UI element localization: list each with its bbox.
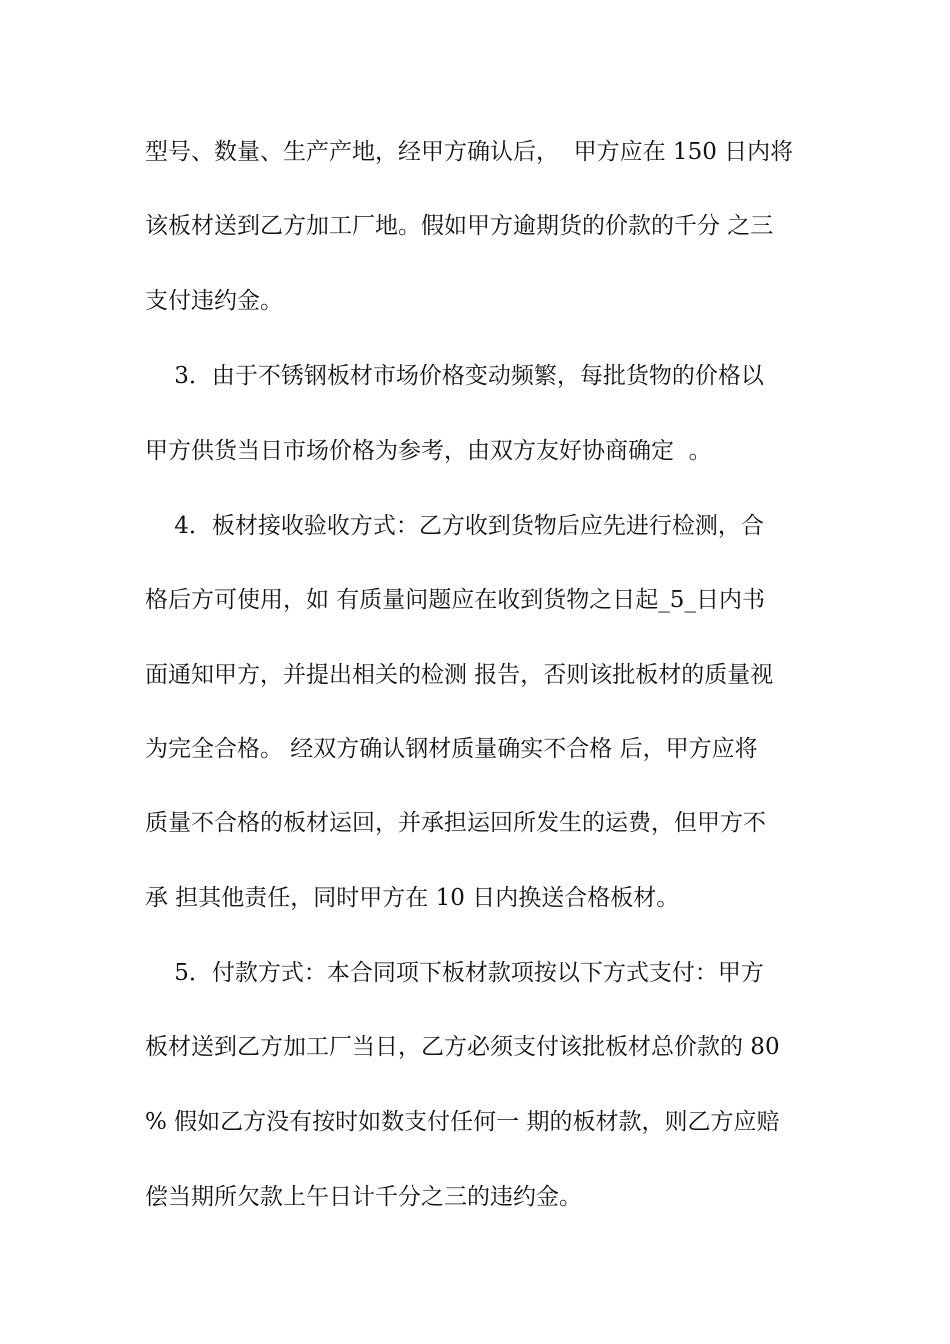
text-line: % 假如乙方没有按时如数支付任何一 期的板材款，则乙方应赔 (145, 1109, 780, 1135)
text-line: 板材送到乙方加工厂当日，乙方必须支付该批板材总价款的 80 (145, 1034, 780, 1060)
text-line: 5．付款方式：本合同项下板材款项按以下方式支付：甲方 (145, 960, 764, 986)
text-line: 型号、数量、生产产地，经甲方确认后， 甲方应在 150 日内将 (145, 139, 794, 165)
text-line: 承 担其他责任，同时甲方在 10 日内换送合格板材。 (145, 885, 680, 911)
text-line: 4．板材接收验收方式：乙方收到货物后应先进行检测，合 (145, 513, 764, 539)
text-line: 偿当期所欠款上午日计千分之三的违约金。 (145, 1184, 582, 1210)
text-line: 为完全合格。 经双方确认钢材质量确实不合格 后，甲方应将 (145, 736, 758, 762)
text-line: 格后方可使用，如 有质量问题应在收到货物之日起_5_日内书 (145, 587, 765, 613)
text-line: 面通知甲方，并提出相关的检测 报告，否则该批板材的质量视 (145, 662, 774, 688)
text-line: 甲方供货当日市场价格为参考，由双方友好协商确定 。 (145, 438, 712, 464)
text-line: 支付违约金。 (145, 288, 283, 314)
text-line: 该板材送到乙方加工厂地。假如甲方逾期货的价款的千分 之三 (145, 213, 774, 239)
text-line: 3．由于不锈钢板材市场价格变动频繁，每批货物的价格以 (145, 363, 764, 389)
text-line: 质量不合格的板材运回，并承担运回所发生的运费，但甲方不 (145, 810, 766, 836)
